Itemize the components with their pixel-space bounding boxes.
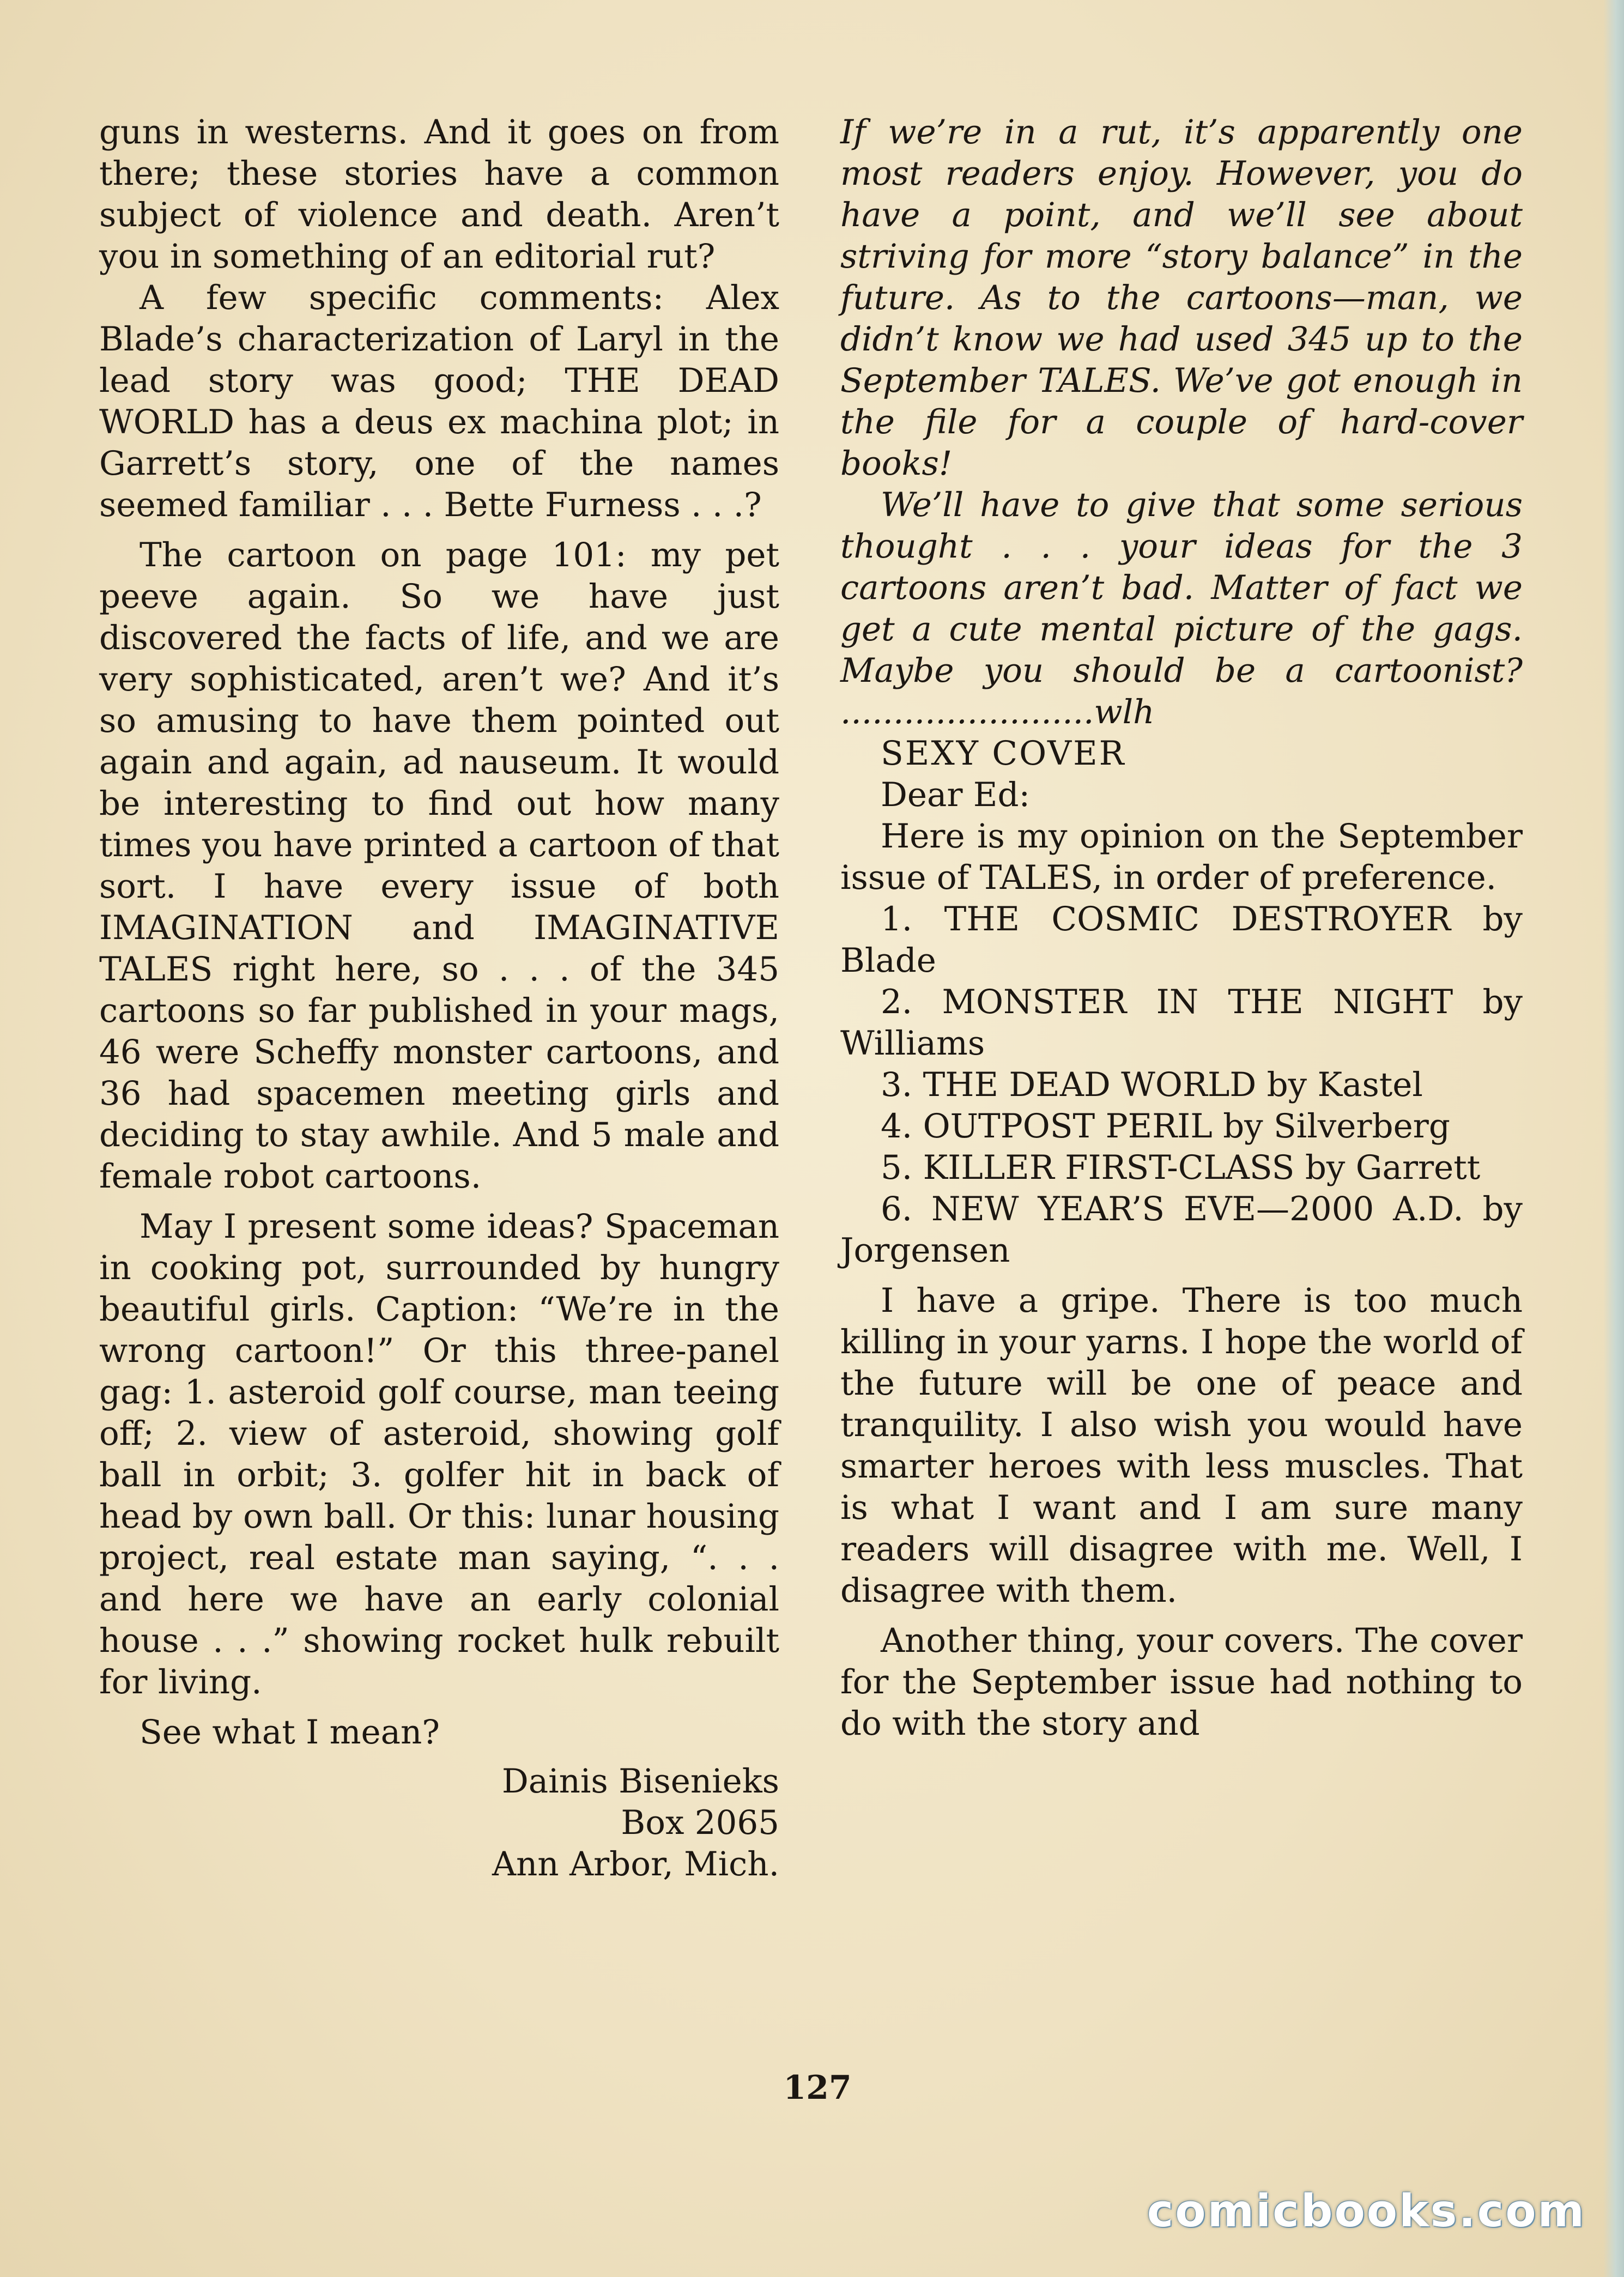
letter-signature — [99, 1761, 779, 1885]
letter-paragraph: A few specific comments: Alex Blade’s characterization of Laryl in the lead story was good; THE DEAD WORLD has a deus ex machina plot; in Garrett’s story, one of the names seemed familiar . . . Bette Furness . . .? — [99, 278, 779, 524]
ranking-item: 3. THE DEAD WORLD by Kastel — [881, 1065, 1423, 1104]
ranking-item: 6. NEW YEAR’S EVE—2000 A.D. by Jorgensen — [840, 1190, 1523, 1270]
signature-name: Dainis Bisenieks — [501, 1762, 779, 1801]
letter-paragraph: See what I mean? — [140, 1713, 440, 1752]
letter-paragraph: guns in westerns. And it goes on from there; these stories have a common subject of violence and death. Aren’t you in something of an editorial rut? — [99, 113, 779, 276]
signature-city: Ann Arbor, Mich. — [492, 1845, 779, 1884]
letter-paragraph: May I present some ideas? Spaceman in cooking pot, surrounded by hungry beautiful girls. Caption: “We’re in the wrong cartoon!” Or this three-panel gag: 1. asteroid golf course, man teeing off; 2. view of asteroid, showing golf ball in orbit; 3. golfer hit in back of head by own ball. Or this: lunar housing project, real estate man saying, “. . . and here we have an early colonial house . . .” showing rocket hulk rebuilt for living. — [99, 1207, 779, 1701]
site-watermark: comicbooks.com — [1147, 2185, 1586, 2237]
left-column — [99, 112, 779, 1885]
letter-paragraph: Here is my opinion on the September issue of TALES, in order of preference. — [840, 817, 1523, 897]
letter-paragraph: The cartoon on page 101: my pet peeve again. So we have just discovered the facts of life, and we are very sophisticated, aren’t we? And it’s so amusing to have them pointed out again and again, ad nauseum. It would be interesting to find out how many times you have printed a cartoon of that sort. I have every issue of both IMAGINATION and IMAGINATIVE TALES right here, so . . . of the 345 cartoons so far published in your mags, 46 were Scheffy monster cartoons, and 36 had spacemen meeting girls and deciding to stay awhile. And 5 male and female robot cartoons. — [99, 536, 779, 1196]
signature-box: Box 2065 — [621, 1803, 779, 1842]
ranking-item: 4. OUTPOST PERIL by Silverberg — [881, 1107, 1450, 1146]
letter-salutation: Dear Ed: — [881, 776, 1031, 814]
letter-paragraph: Another thing, your covers. The cover for the September issue had nothing to do with the story and — [840, 1621, 1523, 1743]
editor-reply: We’ll have to give that some serious thought . . . your ideas for the 3 cartoons aren’t bad. Matter of fact we get a cute mental picture of the gags. Maybe you should be a cartoonist? ........................wlh — [840, 486, 1523, 731]
ranking-item: 2. MONSTER IN THE NIGHT by Williams — [840, 983, 1523, 1063]
editor-reply: If we’re in a rut, it’s apparently one most readers enjoy. However, you do have a point, and we’ll see about striving for more “story balance” in the future. As to the cartoons—man, we didn’t know we had used 345 up to the September TALES. We’ve got enough in the file for a couple of hard-cover books! — [840, 113, 1523, 483]
ranking-item: 1. THE COSMIC DESTROYER by Blade — [840, 900, 1523, 980]
letter-heading: SEXY COVER — [881, 734, 1126, 773]
page-edge — [1603, 0, 1624, 2277]
letter-paragraph: I have a gripe. There is too much killing in your yarns. I hope the world of the future will be one of peace and tranquility. I also wish you would have smarter heroes with less muscles. That is what I want and I am sure many readers will disagree with me. Well, I disagree with them. — [840, 1281, 1523, 1610]
right-column — [840, 112, 1523, 1745]
page-number: 127 — [783, 2069, 852, 2107]
ranking-item: 5. KILLER FIRST-CLASS by Garrett — [881, 1148, 1481, 1187]
